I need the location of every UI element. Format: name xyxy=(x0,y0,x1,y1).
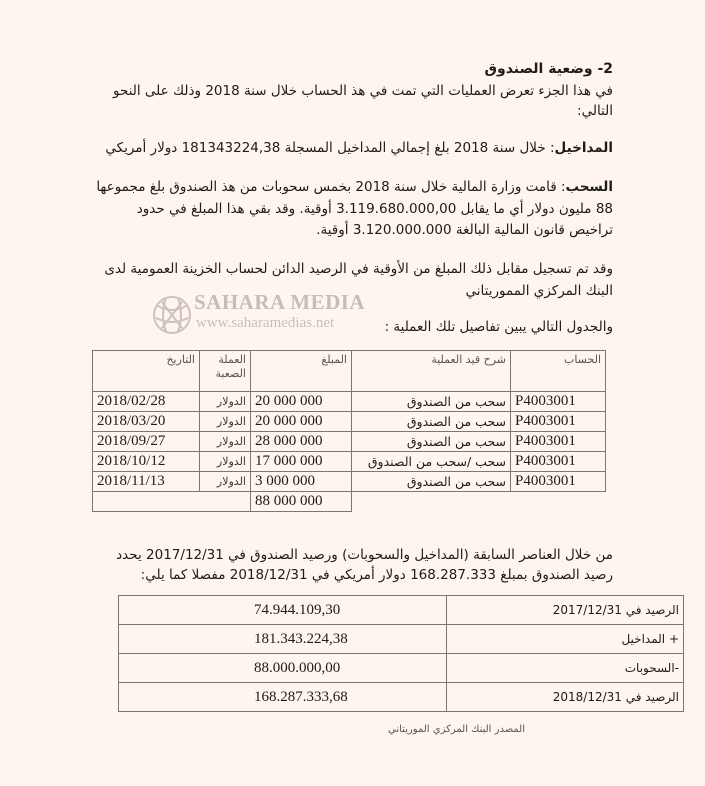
balance-label: + المداخيل xyxy=(447,625,684,654)
cell-currency: الدولار xyxy=(200,392,251,412)
sahara-media-watermark xyxy=(150,290,380,340)
registration-line-3: والجدول التالي يبين تفاصيل تلك العملية : xyxy=(384,319,613,335)
balance-label: الرصيد في 2018/12/31 xyxy=(447,683,684,712)
cell-account: P4003001 xyxy=(511,392,606,412)
watermark-url: www.saharamedias.net xyxy=(196,315,335,331)
section-heading xyxy=(484,60,613,78)
cell-account: P4003001 xyxy=(511,452,606,472)
balance-row xyxy=(119,625,684,654)
balance-value: 168.287.333,68 xyxy=(119,683,447,712)
cell-currency: الدولار xyxy=(200,452,251,472)
cell-date: 2018/03/20 xyxy=(93,412,200,432)
cell-amount: 20 000 000 xyxy=(251,392,352,412)
intro-line-2: التالي: xyxy=(577,103,613,119)
withdrawal-label: السحب xyxy=(565,179,613,195)
cell-date: 2018/02/28 xyxy=(93,392,200,412)
header-currency xyxy=(200,351,251,392)
summary-line-2: رصيد الصندوق بمبلغ 168.287.333 دولار أمريكي في 2018/12/31 مفصلا كما يلي: xyxy=(140,567,613,583)
cell-currency: الدولار xyxy=(200,432,251,452)
balance-label: الرصيد في 2017/12/31 xyxy=(447,596,684,625)
cell-total-blank xyxy=(93,492,251,512)
cell-total-amount: 88 000 000 xyxy=(251,492,352,512)
withdrawal-line-2: 88 مليون دولار أي ما يقابل 3.119.680.000,00 أوقية. وقد بقي هذا المبلغ في حدود xyxy=(136,201,613,217)
cell-description: سحب من الصندوق xyxy=(352,472,511,492)
header-currency-line-1: العملة xyxy=(218,353,246,366)
header-description: شرح قيد العملية xyxy=(352,351,511,392)
balance-table xyxy=(118,595,684,712)
balance-row xyxy=(119,654,684,683)
cell-amount: 3 000 000 xyxy=(251,472,352,492)
balance-value: 88.000.000,00 xyxy=(119,654,447,683)
registration-line-1: وقد تم تسجيل مقابل ذلك المبلغ من الأوقية في الرصيد الدائن لحساب الخزينة العمومية لدى xyxy=(104,261,613,277)
cell-date: 2018/09/27 xyxy=(93,432,200,452)
cell-amount: 28 000 000 xyxy=(251,432,352,452)
header-account: الحساب xyxy=(511,351,606,392)
registration-line-2: البنك المركزي المموريتاني xyxy=(465,283,613,299)
cell-account: P4003001 xyxy=(511,412,606,432)
table-row xyxy=(93,452,606,472)
intro-line-1: في هذا الجزء تعرض العمليات التي تمت في هذ الحساب خلال سنة 2018 وذلك على النحو xyxy=(113,83,613,99)
operations-table xyxy=(92,350,606,512)
balance-label: -السحوبات xyxy=(447,654,684,683)
cell-currency: الدولار xyxy=(200,412,251,432)
revenues-label: المداخيل xyxy=(554,140,613,156)
balance-row xyxy=(119,596,684,625)
table-row xyxy=(93,472,606,492)
cell-description: سحب من الصندوق xyxy=(352,412,511,432)
withdrawal-line-1 xyxy=(96,178,613,196)
cell-date: 2018/11/13 xyxy=(93,472,200,492)
cell-currency: الدولار xyxy=(200,472,251,492)
table-row xyxy=(93,392,606,412)
cell-description: سحب /سحب من الصندوق xyxy=(352,452,511,472)
table-row xyxy=(93,412,606,432)
revenues-paragraph xyxy=(105,139,613,157)
cell-date: 2018/10/12 xyxy=(93,452,200,472)
summary-line-1: من خلال العناصر السابقة (المداخيل والسحوبات) ورصيد الصندوق في 2017/12/31 يحدد xyxy=(116,547,613,563)
withdrawal-line-3: تراخيص قانون المالية البالغة 3.120.000.000 أوقية. xyxy=(316,222,613,238)
header-currency-line-2: الصعبة xyxy=(215,367,246,380)
table-row xyxy=(93,432,606,452)
balance-value: 74.944.109,30 xyxy=(119,596,447,625)
header-date: التاريخ xyxy=(93,351,200,392)
section-number: 2- xyxy=(597,61,613,77)
cell-account: P4003001 xyxy=(511,472,606,492)
watermark-title: SAHARA MEDIA xyxy=(194,290,366,314)
revenues-text: : خلال سنة 2018 بلغ إجمالي المداخيل المسجلة 181343224,38 دولار أمريكي xyxy=(105,140,555,156)
cell-amount: 17 000 000 xyxy=(251,452,352,472)
source-note: المصدر البنك المركزي الموريتاني xyxy=(388,724,525,735)
total-row xyxy=(93,492,606,512)
cell-description: سحب من الصندوق xyxy=(352,432,511,452)
balance-value: 181.343.224,38 xyxy=(119,625,447,654)
globe-logo-icon xyxy=(150,292,194,338)
balance-row xyxy=(119,683,684,712)
withdrawal-text-1: : قامت وزارة المالية خلال سنة 2018 بخمس سحوبات من هذ الصندوق بلغ مجموعها xyxy=(96,179,566,195)
header-amount: المبلغ xyxy=(251,351,352,392)
cell-account: P4003001 xyxy=(511,432,606,452)
cell-description: سحب من الصندوق xyxy=(352,392,511,412)
operations-header-row xyxy=(93,351,606,392)
section-title: وضعية الصندوق xyxy=(484,61,593,77)
cell-amount: 20 000 000 xyxy=(251,412,352,432)
